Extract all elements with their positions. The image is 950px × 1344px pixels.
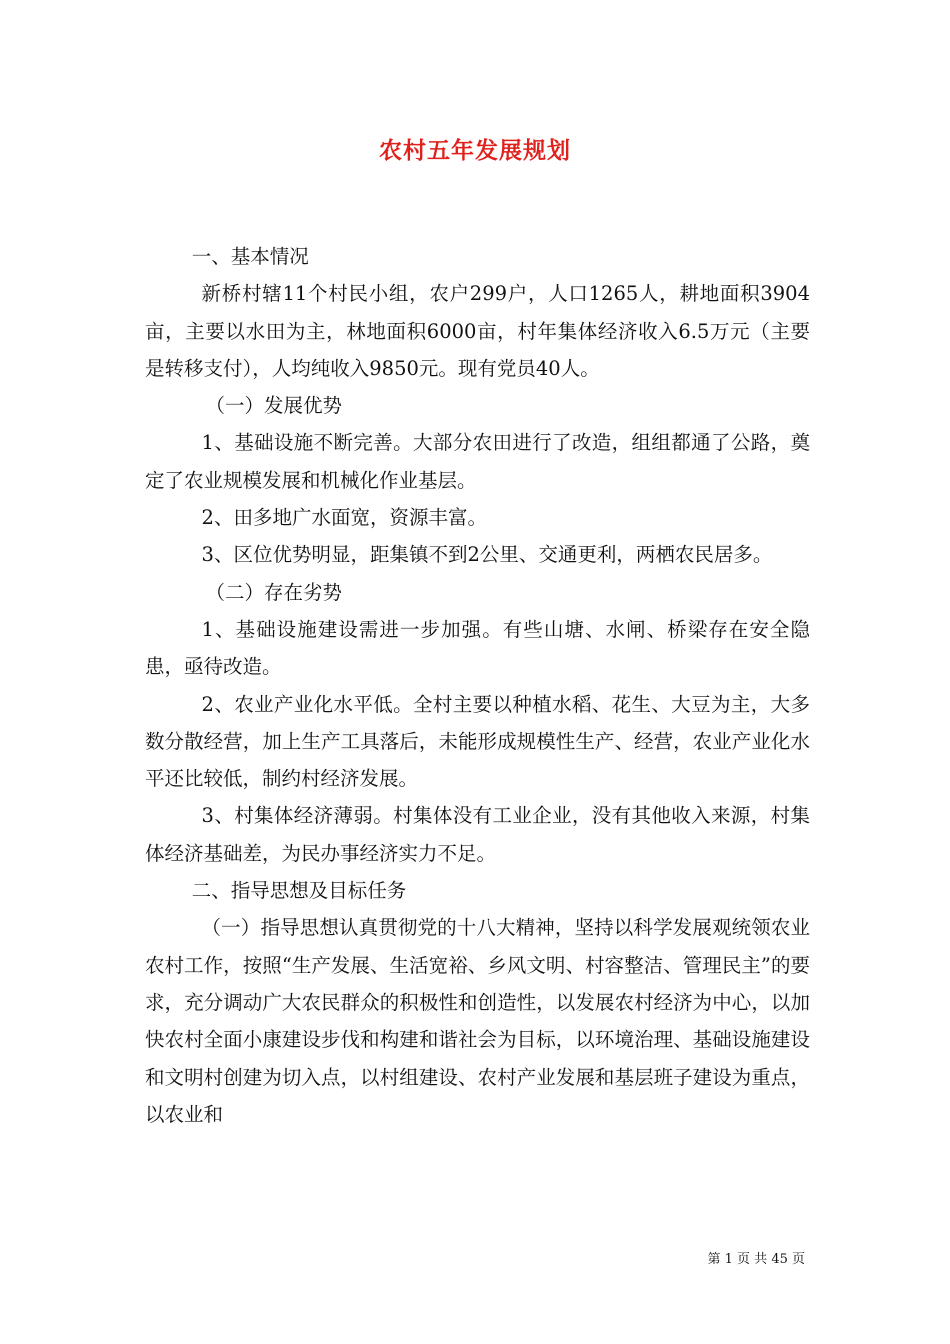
page-number-footer: 第 1 页 共 45 页 — [707, 1252, 805, 1267]
heading-basic-situation: 一、基本情况 — [191, 245, 309, 268]
subheading-disadvantages: （二）存在劣势 — [205, 580, 342, 604]
paragraph-village-overview: 新桥村辖11个村民小组，农户299户，人口1265人，耕地面积3904亩，主要以水田为主，林地面积6000亩，村年集体经济收入6.5万元（主要是转移支付），人均纯收入9850元。现有党员40人。 — [145, 282, 810, 380]
paragraph-advantage-3: 3、区位优势明显，距集镇不到2公里、交通更利，两栖农民居多。 — [201, 543, 773, 567]
document-title: 农村五年发展规划 — [379, 137, 571, 164]
paragraph-advantage-2: 2、田多地广水面宽，资源丰富。 — [201, 506, 487, 530]
paragraph-advantage-1: 1、基础设施不断完善。大部分农田进行了改造，组组都通了公路，奠定了农业规模发展和机械化作业基层。 — [145, 431, 810, 492]
subheading-advantages: （一）发展优势 — [205, 394, 342, 418]
document-body — [145, 238, 810, 1133]
paragraph-guiding-ideology: （一）指导思想认真贯彻党的十八大精神，坚持以科学发展观统领农业农村工作，按照“生产发展、生活宽裕、乡风文明、村容整洁、管理民主”的要求，充分调动广大农民群众的积极性和创造性，以发展农村经济为中心，以加快农村全面小康建设步伐和构建和谐社会为目标，以环境治理、基础设施建设和文明村创建为切入点，以村组建设、农村产业发展和基层班子建设为重点，以农业和 — [145, 916, 810, 1126]
paragraph-disadvantage-1: 1、基础设施建设需进一步加强。有些山塘、水闸、桥梁存在安全隐患，亟待改造。 — [145, 617, 810, 679]
paragraph-disadvantage-3: 3、村集体经济薄弱。村集体没有工业企业，没有其他收入来源，村集体经济基础差，为民办事经济实力不足。 — [145, 804, 810, 865]
heading-guiding-ideology: 二、指导思想及目标任务 — [191, 879, 407, 903]
paragraph-disadvantage-2: 2、农业产业化水平低。全村主要以种植水稻、花生、大豆为主，大多数分散经营，加上生产工具落后，未能形成规模性生产、经营，农业产业化水平还比较低，制约村经济发展。 — [145, 692, 810, 791]
